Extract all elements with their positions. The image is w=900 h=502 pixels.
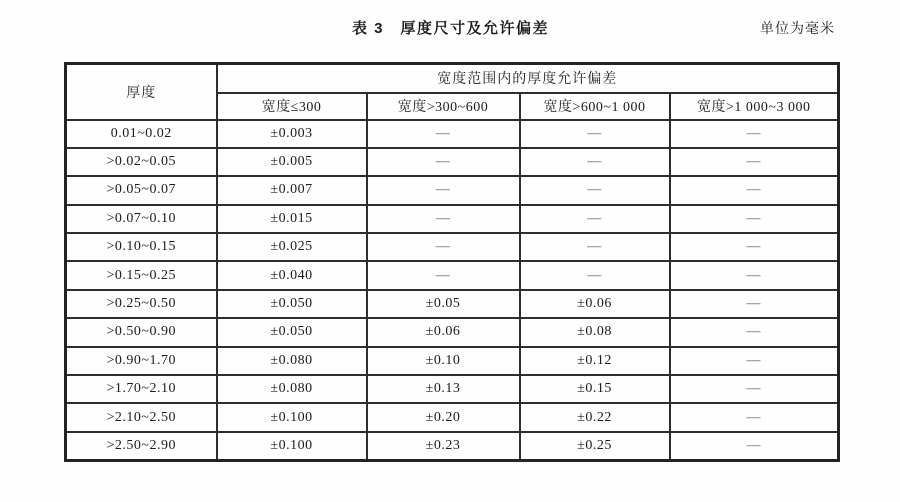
deviation-value-cell: ±0.050 [217,290,367,318]
table-row [66,120,839,148]
deviation-value-cell: — [670,261,839,289]
deviation-value-cell: ±0.050 [217,318,367,346]
deviation-value-cell: ±0.080 [217,347,367,375]
table-caption-row [64,14,837,40]
deviation-value-cell: ±0.05 [367,290,520,318]
deviation-value-cell: ±0.040 [217,261,367,289]
deviation-value-cell: — [670,290,839,318]
deviation-value-cell: — [670,318,839,346]
deviation-value-cell: — [520,176,670,204]
deviation-value-cell: ±0.25 [520,432,670,460]
table-row [66,261,839,289]
thickness-range-cell: >0.15~0.25 [66,261,217,289]
table-row [66,290,839,318]
width-column-header-2: 宽度>300~600 [367,93,520,120]
deviation-value-cell: ±0.007 [217,176,367,204]
deviation-group-header: 宽度范围内的厚度允许偏差 [217,64,839,93]
deviation-value-cell: ±0.080 [217,375,367,403]
table-header [66,64,839,120]
table-body [66,120,839,461]
thickness-range-cell: >2.50~2.90 [66,432,217,460]
deviation-value-cell: ±0.015 [217,205,367,233]
deviation-value-cell: ±0.15 [520,375,670,403]
table-row [66,233,839,261]
deviation-value-cell: — [367,120,520,148]
deviation-value-cell: ±0.100 [217,403,367,431]
thickness-range-cell: >0.05~0.07 [66,176,217,204]
unit-note: 单位为毫米 [760,22,835,37]
table-row [66,347,839,375]
deviation-value-cell: — [670,432,839,460]
width-column-header-1: 宽度≤300 [217,93,367,120]
thickness-range-cell: 0.01~0.02 [66,120,217,148]
table-title: 表 3 厚度尺寸及允许偏差 [351,20,549,37]
width-column-header-4: 宽度>1 000~3 000 [670,93,839,120]
deviation-value-cell: ±0.10 [367,347,520,375]
deviation-value-cell: — [670,120,839,148]
deviation-value-cell: — [670,233,839,261]
thickness-range-cell: >1.70~2.10 [66,375,217,403]
deviation-value-cell: — [670,375,839,403]
deviation-value-cell: ±0.005 [217,148,367,176]
deviation-value-cell: ±0.06 [520,290,670,318]
deviation-value-cell: — [520,120,670,148]
deviation-value-cell: — [670,403,839,431]
table-row [66,318,839,346]
deviation-value-cell: ±0.22 [520,403,670,431]
deviation-value-cell: ±0.12 [520,347,670,375]
table-row [66,403,839,431]
thickness-range-cell: >0.50~0.90 [66,318,217,346]
deviation-value-cell: ±0.06 [367,318,520,346]
deviation-value-cell: — [367,205,520,233]
thickness-range-cell: >0.02~0.05 [66,148,217,176]
table-row [66,375,839,403]
width-column-header-3: 宽度>600~1 000 [520,93,670,120]
deviation-value-cell: — [367,176,520,204]
deviation-value-cell: — [670,148,839,176]
deviation-value-cell: ±0.20 [367,403,520,431]
deviation-value-cell: ±0.08 [520,318,670,346]
thickness-column-header: 厚度 [66,64,217,120]
deviation-value-cell: — [520,233,670,261]
thickness-range-cell: >0.25~0.50 [66,290,217,318]
deviation-value-cell: — [367,261,520,289]
deviation-value-cell: ±0.025 [217,233,367,261]
table-row [66,148,839,176]
table-row [66,432,839,460]
thickness-range-cell: >0.10~0.15 [66,233,217,261]
deviation-value-cell: — [670,347,839,375]
deviation-value-cell: — [520,261,670,289]
thickness-tolerance-table [64,62,840,462]
thickness-range-cell: >0.07~0.10 [66,205,217,233]
thickness-range-cell: >0.90~1.70 [66,347,217,375]
table-row [66,205,839,233]
header-row-group [66,64,839,93]
deviation-value-cell: ±0.23 [367,432,520,460]
deviation-value-cell: — [670,176,839,204]
deviation-value-cell: ±0.003 [217,120,367,148]
deviation-value-cell: — [520,148,670,176]
table-row [66,176,839,204]
thickness-range-cell: >2.10~2.50 [66,403,217,431]
deviation-value-cell: — [367,233,520,261]
deviation-value-cell: ±0.13 [367,375,520,403]
deviation-value-cell: ±0.100 [217,432,367,460]
deviation-value-cell: — [367,148,520,176]
deviation-value-cell: — [520,205,670,233]
deviation-value-cell: — [670,205,839,233]
